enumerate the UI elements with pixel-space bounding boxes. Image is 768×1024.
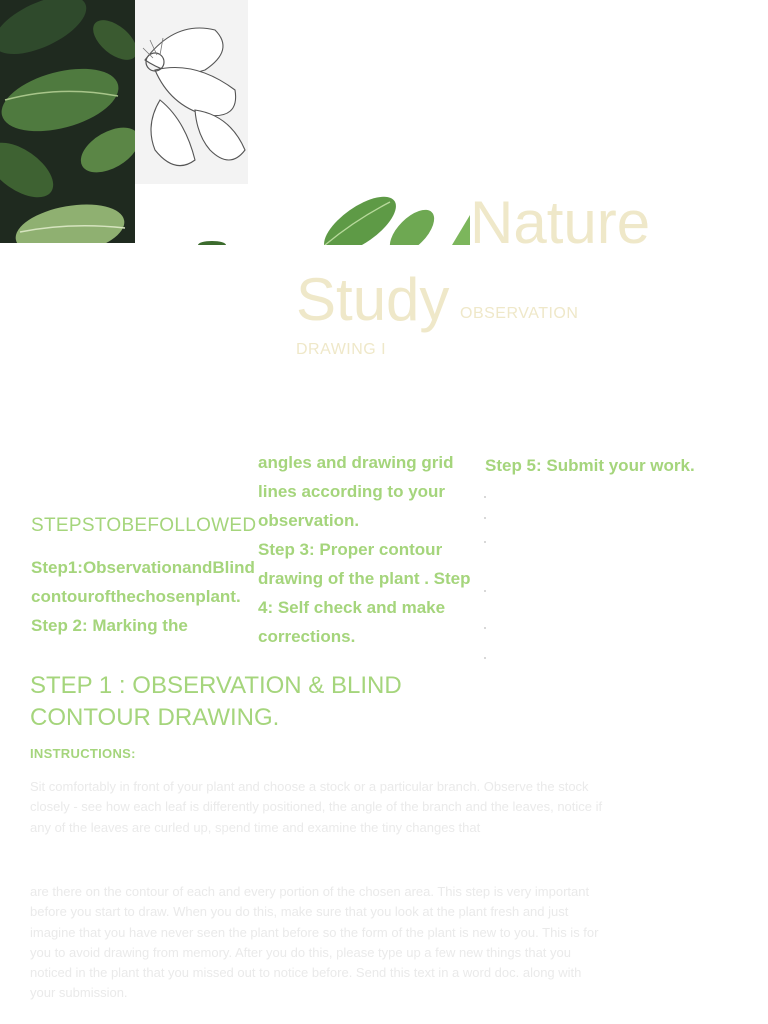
flower-sketch-image	[135, 0, 248, 184]
instructions-label: INSTRUCTIONS:	[30, 746, 136, 761]
step-1-section-heading: STEP 1 : OBSERVATION & BLIND CONTOUR DRAWING.	[30, 672, 402, 731]
step-2-start-text: Step 2: Marking the	[31, 616, 188, 635]
subtitle-part-1: OBSERVATION	[460, 305, 579, 322]
leaf-strip-image	[190, 190, 470, 245]
instructions-paragraph-2: are there on the contour of each and every portion of the chosen area. This step is very important before you start to draw. When you do this, make sure that you look at the plant fresh and just imagine that you have never seen the plant before so the form of the plant is new to you. This is for you to avoid drawing from memory. After you do this, please type up a few new things that you noticed in the plant that you missed out to notice before. Send this text in a word doc. along with your submission.	[30, 884, 599, 1001]
instructions-paragraph-1: Sit comfortably in front of your plant and choose a stock or a particular branch. Observe the stock closely - see how each leaf is differently positioned, the angle of the branch and the leaves, notice if any of the leaves are curled up, spend time and examine the tiny changes that	[30, 779, 603, 835]
step-2-end-text: angles and drawing grid lines according to your observation.	[258, 453, 454, 530]
subtitle-part-2: DRAWING I	[296, 341, 387, 358]
divider-dot	[484, 627, 486, 629]
divider-dot	[484, 541, 486, 543]
divider-dot	[484, 590, 486, 592]
leaf-photo-image	[0, 0, 135, 243]
divider-dot	[484, 657, 486, 659]
divider-dot	[484, 496, 486, 498]
page-title-line-2: Study	[296, 266, 450, 333]
step-1-text: Step1:ObservationandBlindcontourofthechosenplant.	[31, 558, 255, 606]
steps-column-2	[258, 448, 484, 651]
page-title-line-1: Nature	[470, 189, 651, 256]
step-3-4-text: Step 3: Proper contour drawing of the plant . Step 4: Self check and make corrections.	[258, 540, 471, 646]
step-5-text: Step 5: Submit your work.	[485, 456, 695, 475]
steps-column-3	[485, 451, 735, 480]
steps-column-1	[31, 512, 259, 640]
steps-heading: STEPSTOBEFOLLOWED	[31, 515, 257, 536]
divider-dot	[484, 517, 486, 519]
